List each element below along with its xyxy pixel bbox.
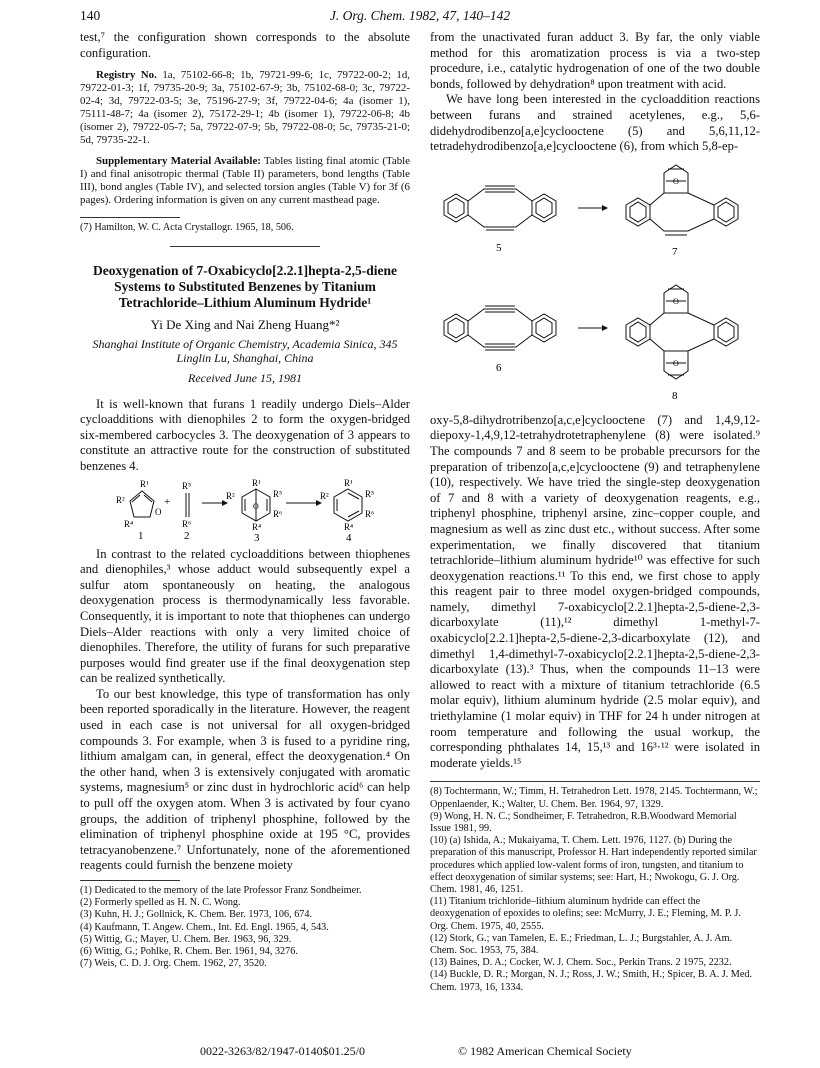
page-number: 140 [80,8,101,23]
compound-2-label: 2 [184,529,190,542]
r4-label-c3: R⁴ [252,521,262,532]
compound-5-structure [444,186,556,230]
right-column [430,30,760,994]
r6-label-c3: R⁶ [273,508,283,519]
supplementary-label: Supplementary Material Available: [96,155,261,168]
article-code: 0022-3263/82/1947-0140$01.25/0 [200,1044,365,1058]
body-paragraph-r1: from the unactivated furan adduct 3. By far, the only viable method for this aromatization process is via a two-step procedure, i.e., catalytic hydrogenation of one of the two double bonds, followed by dehydration⁸ upon treatment with acid. [430,30,760,91]
footnotes-rule-left [80,880,180,881]
registry-paragraph [80,69,410,147]
o-label-c7: O [673,176,679,186]
footnote-10: (10) (a) Ishida, A.; Mukaiyama, T. Chem. Lett. 1976, 1127. (b) During the preparation of this manuscript, Professor H. Hart independently reported similar procedures which applied low-valent forms of iron, tungsten, and titanium to effect deoxygenation of similar systems; see: Hart, H.; Nwokogu, G. J. Org. Chem. 1981, 46, 1251. [430,835,757,896]
furan-structure-1 [130,491,154,517]
o-label-c8-bottom: O [673,358,679,368]
plus-sign: + [164,495,171,508]
footnotes-left [80,885,410,970]
r1-label-c4: R¹ [344,478,353,488]
intro-paragraph-2: In contrast to the related cycloadditions between thiophenes and dienophiles,³ whose adduct would subsequently expel a sulfur atom spontaneously on heating, the analogous deoxygenation process is thermodynamically less favorable. Consequently, it is important to note that thiophenes can undergo Diels–Alder reactions with only a very limited choice of dienophiles. Therefore, the utility of furans for such preparative purposes would find greater use if the final deoxygenation step can be realized synthetically. [80,546,410,686]
compound-8-label: 8 [672,389,678,402]
continuation-text: test,⁷ the configuration shown corresponds to the absolute configuration. [80,30,410,60]
body-paragraph-r3: oxy-5,8-dihydrotribenzo[a,c,e]cyclooctene (7) and 1,4,9,12-diepoxy-1,4,9,12-tetrahydrotetraphenylene (8) were isolated.⁹ The compounds 7 and 8 seem to be probable precursors for the preparation of tribenzo[a,c,e]cyclooctene (9) and tetraphenylene (10), respectively. We have tried the single-step deoxygenation of 7 and 8 with a variety of deoxygenation reagents, e.g., triphenyl phosphine, triphenyl arsine, zinc–copper couple, and magnesium as well as zinc dust etc., without success. After some experimentation, we finally discovered that titanium tetrachloride–lithium aluminum hydride¹⁰ was effective for such deoxygenation reactions.¹¹ To this end, we first chose to apply this reagent pair to three model oxygen-bridged compounds, namely, dimethyl 7-oxabicyclo[2.2.1]hepta-2,5-diene-2,3-dicarboxylate (11),¹² dimethyl 1-methyl-7-oxabicyclo[2.2.1]hepta-2,5-diene-2,3-dicarboxylate (12), and dimethyl 1,4-dimethyl-7-oxabicyclo[2.2.1]hepta-2,5-diene-2,3-dicarboxylate (13).³ Thus, when the compounds 11–13 were allowed to react with a mixture of titanium tetrachloride (6.5 molar equiv), lithium aluminum hydride (2.5 molar equiv), and triethylamine (1 molar equiv) in THF for 24 h under nitrogen at room temperature and following the usual workup, the corresponding phthalates 14, 15,¹³ and 16³·¹² were isolated in moderate yields.¹⁵ [430,412,760,770]
compound-6-label: 6 [496,361,502,374]
r2-label-c1: R² [116,494,125,505]
compound-7-label: 7 [672,245,678,258]
compound-3-label: 3 [254,531,260,543]
article-title: Deoxygenation of 7-Oxabicyclo[2.2.1]hepta-2,5-diene Systems to Substituted Benzenes by Titanium Tetrachloride–Lithium Aluminum Hydride¹ [92,263,398,311]
footnote-1: (1) Dedicated to the memory of the late Professor Franz Sondheimer. [80,885,362,897]
received-date: Received June 15, 1981 [188,370,302,385]
r4-label-c4: R⁴ [344,521,354,532]
footnote-6: (6) Wittig, G.; Pohlke, R. Chem. Ber. 1961, 94, 3276. [80,946,298,958]
journal-citation: J. Org. Chem. 1982, 47, 140–142 [329,8,511,23]
benzene-structure-4 [334,489,362,521]
dienophile-structure-2 [186,493,189,517]
compound-4-label: 4 [346,531,352,543]
registry-numbers: 1a, 75102-66-8; 1b, 79721-99-6; 1c, 79722-00-2; 1d, 79722-01-3; 1f, 79735-20-9; 3a, 75102-67-9; 3b, 75102-68-0; 3c, 79722-02-4; 3d, 79722-03-5; 3e, 75196-27-9; 3f, 79722-04-6; 4a (isomer 1), 75111-48-7; 4a (isomer 2), 75172-29-1; 4b (isomer 1), 79722-06-8; 4b (isomer 2), 79722-05-7; 5a, 79722-07-9; 5b, 79722-08-0; 5c, 79735-21-0; 5d, 79735-22-1. [80,69,410,147]
footnote-13: (13) Baines, D. A.; Cocker, W. J. Chem. Soc., Perkin Trans. 2 1975, 2232. [430,957,732,969]
r5-label-c2: R⁵ [182,480,192,491]
footnote-11: (11) Titanium trichloride–lithium aluminum hydride can effect the deoxygenation of epoxides to olefins; see: McMurry, J. E.; Fleming, M. P. J. Org. Chem. 1975, 40, 2555. [430,896,741,932]
supplementary-text: Tables listing final atomic (Table I) and final anisotropic thermal (Table II) parameters, bond lengths (Table III), bond angles (Table IV), and selected torsion angles (Table V) for 3f (6 pages). Ordering information is given on any current masthead page. [80,155,411,207]
footnote-rule [80,217,180,218]
footnotes-rule-right [430,781,760,782]
o-label-c3: O [253,501,259,511]
footnote-7-top: (7) Hamilton, W. C. Acta Crystallogr. 1965, 18, 506. [80,222,294,234]
intro-paragraph-3: To our best knowledge, this type of transformation has only been reported sporadically in the literature. However, the reagent used in each case is not universal for all oxygen-bridged compounds 3. For example, when 3 is fused to a pyridine ring, lithium amalgam can, in general, effect the deoxygenation.⁴ On the other hand, when 3 is extensively conjugated with aromatic systems, magnesium⁵ or zinc dust in hydrochloric acid⁶ can help to pull off the oxygen atom. When 3 is activated by four cyano groups, the addition of triphenyl phosphine, followed by the elimination of triphenyl phosphine oxide at 195 °C, provides tetracyanobenzene.⁷ Unfortunately, none of the aforementioned reagents could furnish the benzene moiety [80,686,410,873]
compound-7-structure [626,165,738,235]
footnote-9: (9) Wong, H. N. C.; Sondheimer, F. Tetrahedron, R.B.Woodward Memorial Issue 1981, 99. [430,810,737,835]
footnote-14: (14) Buckle, D. R.; Morgan, N. J.; Ross, J. W.; Smith, H.; Spicer, B. A. J. Med. Chem. 1973, 16, 1334. [430,969,753,993]
article-authors: Yi De Xing and Nai Zheng Huang*² [150,317,340,333]
reaction-arrowhead-6-8 [602,325,608,331]
r5-label-c4: R⁵ [365,488,375,499]
footnotes-right [430,786,760,993]
r1-label-c1: R¹ [140,478,149,489]
left-column [80,30,410,970]
r2-label-c3: R² [226,490,235,501]
r5-label-c3: R⁵ [273,488,283,499]
copyright-notice: © 1982 American Chemical Society [458,1044,632,1058]
footnote-8: (8) Tochtermann, W.; Timm, H. Tetrahedron Lett. 1978, 2145. Tochtermann, W.; Oppenlaender, K.; Walter, U. Chem. Ber. 1964, 97, 1329. [430,786,758,810]
compound-5-label: 5 [496,241,502,254]
compound-8-structure [626,285,738,379]
o-label-c8-top: O [673,296,679,306]
body-paragraph-r2: We have long been interested in the cycloaddition reactions between furans and strained acetylenes, e.g., 5,6-didehydrodibenzo[a,e]cyclooctene (5) and 5,6,11,12-tetradehydrodibenzo[a,e]cyclooctene (6), from which 5,8-ep- [430,92,760,154]
r6-label-c4: R⁶ [365,508,375,519]
r6-label-c2: R⁶ [182,518,192,529]
footnote-5: (5) Wittig, G.; Mayer, U. Chem. Ber. 1963, 96, 329. [80,933,292,945]
registry-label: Registry No. [96,69,157,82]
footnote-4: (4) Kaufmann, T. Angew. Chem., Int. Ed. Engl. 1965, 4, 543. [80,921,329,933]
footnote-3: (3) Kuhn, H. J.; Gollnick, K. Chem. Ber. 1973, 106, 674. [80,909,313,921]
footnote-12: (12) Stork, G.; van Tamelen, E. E.; Friedman, L. J.; Burgstahler, A. J. Am. Chem. Soc. 1953, 75, 384. [430,932,733,957]
diels-alder-scheme [80,479,410,543]
supplementary-paragraph [80,155,410,207]
compound-1-label: 1 [138,529,144,542]
footnote-7: (7) Weis, C. D. J. Org. Chem. 1962, 27, 3520. [80,958,267,970]
page-header [80,8,760,26]
reaction-arrowhead-5-7 [602,205,608,211]
footnote-2: (2) Formerly spelled as H. N. C. Wong. [80,897,241,909]
article-separator [170,246,320,247]
r4-label-c1: R⁴ [124,518,134,529]
article-affiliation: Shanghai Institute of Organic Chemistry, Academia Sinica, 345 Linglin Lu, Shanghai, China [92,336,398,365]
r2-label-c4: R² [320,490,329,501]
o-label-c1: O [155,506,162,517]
intro-paragraph-1: It is well-known that furans 1 readily undergo Diels–Alder cycloadditions with dienophiles 2 to form the oxygen-bridged six-membered carbocycles 3. The deoxygenation of 3 appears to constitute an attractive route for the construction of substituted benzenes 4. [80,396,410,473]
r1-label-c3: R¹ [252,478,261,488]
compound-6-structure [444,306,556,350]
cyclooctene-scheme [430,159,760,409]
